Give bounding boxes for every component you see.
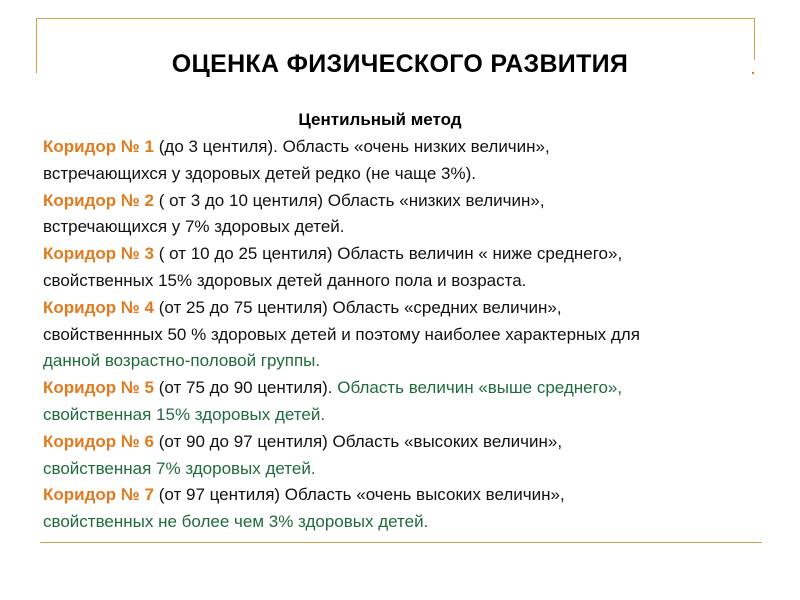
corridor-text: свойственная 15% здоровых детей. (43, 404, 326, 424)
corridor-label: Коридор № 3 (43, 244, 155, 264)
corridor-label: Коридор № 7 (43, 485, 155, 505)
corridor-text: (от 75 до 90 центиля). (154, 378, 333, 398)
corridor-label: Коридор № 5 (43, 378, 155, 398)
corridor-text: встречающихся у 7% здоровых детей. (43, 217, 345, 237)
corridor-list (43, 134, 763, 536)
corridor-text: свойственнных 50 % здоровых детей и поэтому наиболее характерных для (43, 324, 640, 344)
corridor-text: данной возрастно-половой группы. (43, 351, 321, 371)
corridor-text: (от 25 до 75 центиля) Область «средних величин», (154, 297, 562, 317)
corridor-4 (43, 295, 763, 375)
corridor-6 (43, 429, 763, 483)
corridor-label: Коридор № 2 (43, 190, 155, 210)
corridor-2 (43, 188, 763, 242)
corridor-text: ( от 3 до 10 центиля) Область «низких величин», (154, 190, 545, 210)
slide-title: ОЦЕНКА ФИЗИЧЕСКОГО РАЗВИТИЯ (171, 50, 629, 78)
corridor-text: Область величин «выше среднего», (332, 378, 623, 398)
corridor-1 (43, 134, 763, 188)
corridor-text: свойственных не более чем 3% здоровых детей. (43, 512, 429, 532)
frame-top-line (37, 18, 755, 19)
corridor-text: ( от 10 до 25 центиля) Область величин « ниже среднего», (154, 244, 623, 264)
corridor-label: Коридор № 4 (43, 297, 155, 317)
corridor-text: встречающихся у здоровых детей редко (не чаще 3%). (43, 163, 476, 183)
corridor-text: (от 97 центиля) Область «очень высоких величин», (154, 485, 565, 505)
corridor-text: свойственная 7% здоровых детей. (43, 458, 316, 478)
frame-bottom-line (40, 542, 762, 543)
corridor-3 (43, 241, 763, 295)
corridor-text: (от 90 до 97 центиля) Область «высоких величин», (154, 431, 563, 451)
corridor-label: Коридор № 6 (43, 431, 155, 451)
corridor-text: свойственных 15% здоровых детей данного пола и возраста. (43, 270, 527, 290)
corridor-5 (43, 375, 763, 429)
corridor-7 (43, 482, 763, 536)
corridor-label: Коридор № 1 (43, 137, 155, 156)
corridor-text: (до 3 центиля). Область «очень низких величин», (154, 137, 550, 156)
slide-subtitle: Центильный метод (298, 110, 462, 129)
